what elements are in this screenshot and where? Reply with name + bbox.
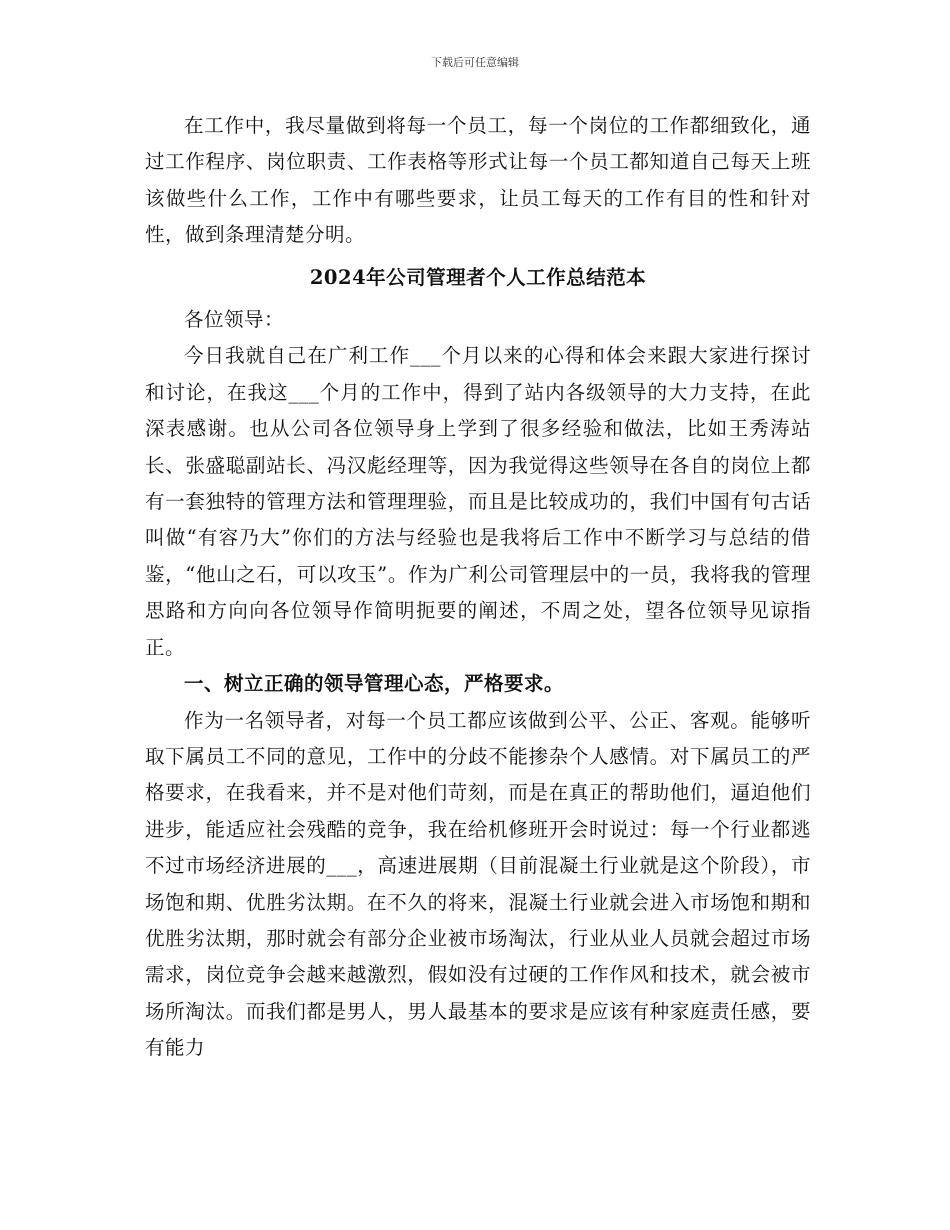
document-title: 2024年公司管理者个人工作总结范本 bbox=[309, 265, 647, 289]
salutation: 各位领导： bbox=[184, 308, 285, 332]
section-1-heading: 一、树立正确的领导管理心态，严格要求。 bbox=[184, 672, 565, 696]
document-body bbox=[145, 108, 811, 1067]
page-header-note: 下载后可任意编辑 bbox=[431, 56, 519, 69]
intro-paragraph: 在工作中，我尽量做到将每一个员工，每一个岗位的工作都细致化，通过工作程序、岗位职责、工作表格等形式让每一个员工都知道自己每天上班该做些什么工作，工作中有哪些要求，让员工每天的工作有目的性和针对性，做到条理清楚分明。 bbox=[145, 114, 811, 247]
paragraph-1: 今日我就自己在广利工作___个月以来的心得和体会来跟大家进行探讨和讨论，在我这___个月的工作中，得到了站内各级领导的大力支持，在此深表感谢。也从公司各位领导身上学到了很多经验和做法，比如王秀涛站长、张盛聪副站长、冯汉彪经理等，因为我觉得这些领导在各自的岗位上都有一套独特的管理方法和管理理验，而且是比较成功的，我们中国有句古话叫做“有容乃大”你们的方法与经验也是我将后工作中不断学习与总结的借鉴，“他山之石，可以攻玉”。作为广利公司管理层中的一员，我将我的管理思路和方向向各位领导作简明扼要的阐述，不周之处，望各位领导见谅指正。 bbox=[145, 344, 811, 659]
paragraph-2: 作为一名领导者，对每一个员工都应该做到公平、公正、客观。能够听取下属员工不同的意见，工作中的分歧不能掺杂个人感情。对下属员工的严格要求，在我看来，并不是对他们苛刻，而是在真正的帮助他们，逼迫他们进步，能适应社会残酷的竞争，我在给机修班开会时说过：每一个行业都逃不过市场经济进展的___，高速进展期（目前混凝土行业就是这个阶段），市场饱和期、优胜劣汰期。在不久的将来，混凝土行业就会进入市场饱和期和优胜劣汰期，那时就会有部分企业被市场淘汰，行业从业人员就会超过市场需求，岗位竞争会越来越激烈，假如没有过硬的工作作风和技术，就会被市场所淘汰。而我们都是男人，男人最基本的要求是应该有种家庭责任感，要有能力 bbox=[145, 708, 811, 1060]
